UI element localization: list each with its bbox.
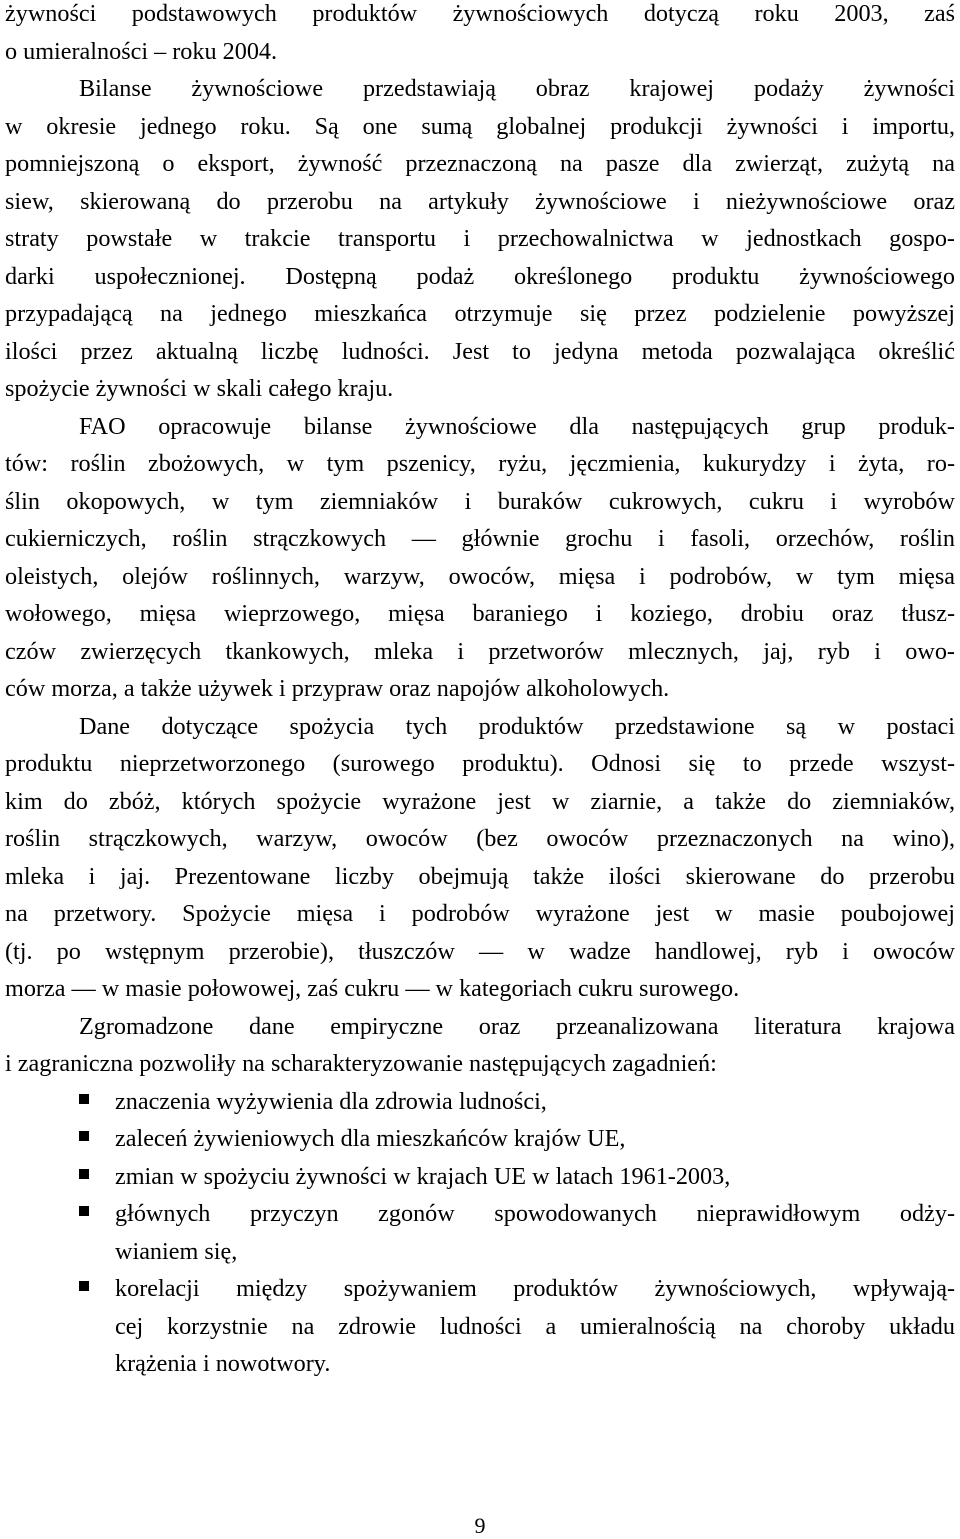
text-line: FAO opracowuje bilanse żywnościowe dla następujących grup produk- [79, 412, 955, 440]
text-line: darki uspołecznionej. Dostępną podaż określonego produktu żywnościowego [5, 262, 955, 290]
text-line: ców morza, a także używek i przypraw oraz napojów alkoholowych. [5, 675, 670, 702]
text-line: w okresie jednego roku. Są one sumą globalnej produkcji żywności i importu, [5, 112, 955, 140]
text-line: i zagraniczna pozwoliły na scharakteryzowanie następujących zagadnień: [5, 1050, 717, 1077]
list-item [5, 1158, 955, 1196]
text-line: żywności podstawowych produktów żywnościowych dotyczą roku 2003, zaś [5, 0, 955, 27]
text-line: Bilanse żywnościowe przedstawiają obraz krajowej podaży żywności [79, 75, 955, 102]
text-line: Zgromadzone dane empiryczne oraz przeanalizowana literatura krajowa [79, 1012, 955, 1040]
text-line: siew, skierowaną do przerobu na artykuły żywnościowe i nieżywnościowe oraz [5, 187, 955, 215]
text-line: cej korzystnie na zdrowie ludności a umieralnością na choroby układu [115, 1312, 955, 1340]
text-line: (tj. po wstępnym przerobie), tłuszczów — w wadze handlowej, ryb i owoców [5, 937, 955, 965]
list-item [5, 1270, 955, 1383]
document-page [5, 0, 955, 1383]
text-line: głównych przyczyn zgonów spowodowanych nieprawidłowym odży- [115, 1200, 955, 1227]
list-item [5, 1195, 955, 1270]
text-line: spożycie żywności w skali całego kraju. [5, 375, 394, 402]
text-line: oleistych, olejów roślinnych, warzyw, owoców, mięsa i podrobów, w tym mięsa [5, 562, 955, 590]
text-line: cukierniczych, roślin strączkowych — głównie grochu i fasoli, orzechów, roślin [5, 525, 955, 552]
square-bullet-icon [79, 1206, 89, 1216]
text-line: tów: roślin zbożowych, w tym pszenicy, ryżu, jęczmienia, kukurydzy i żyta, ro- [5, 450, 955, 477]
list-item [5, 1083, 955, 1121]
text-line: na przetwory. Spożycie mięsa i podrobów wyrażone jest w masie poubojowej [5, 900, 955, 927]
text-line: pomniejszoną o eksport, żywność przeznaczoną na pasze dla zwierząt, zużytą na [5, 150, 955, 177]
paragraph-consumption-data [5, 708, 955, 1008]
paragraph-continuation [5, 0, 955, 70]
text-line: czów zwierzęcych tkankowych, mleka i przetworów mlecznych, jaj, ryb i owo- [5, 637, 955, 665]
text-line: ślin okopowych, w tym ziemniaków i buraków cukrowych, cukru i wyrobów [5, 487, 955, 515]
text-line: o umieralności – roku 2004. [5, 37, 278, 65]
text-line: straty powstałe w trakcie transportu i przechowalnictwa w jednostkach gospo- [5, 225, 955, 252]
text-line: Dane dotyczące spożycia tych produktów przedstawione są w postaci [79, 712, 955, 740]
text-line: wołowego, mięsa wieprzowego, mięsa baraniego i koziego, drobiu oraz tłusz- [5, 600, 955, 627]
square-bullet-icon [79, 1169, 89, 1179]
text-line: mleka i jaj. Prezentowane liczby obejmują także ilości skierowane do przerobu [5, 862, 955, 890]
text-line: kim do zbóż, których spożycie wyrażone jest w ziarnie, a także do ziemniaków, [5, 787, 955, 815]
page-number: 9 [474, 1513, 486, 1538]
paragraph-collected-data [5, 1008, 955, 1083]
topics-bullet-list [5, 1083, 955, 1383]
text-line: zmian w spożyciu żywności w krajach UE w latach 1961-2003, [115, 1162, 731, 1190]
text-line: znaczenia wyżywienia dla zdrowia ludności, [115, 1087, 547, 1115]
text-line: ilości przez aktualną liczbę ludności. Jest to jedyna metoda pozwalająca określić [5, 337, 955, 365]
square-bullet-icon [79, 1281, 89, 1291]
text-line: krążenia i nowotwory. [115, 1350, 331, 1377]
square-bullet-icon [79, 1131, 89, 1141]
text-line: roślin strączkowych, warzyw, owoców (bez owoców przeznaczonych na wino), [5, 825, 955, 852]
paragraph-food-balances [5, 70, 955, 408]
text-line: korelacji między spożywaniem produktów żywnościowych, wpływają- [115, 1275, 955, 1302]
paragraph-fao-groups [5, 408, 955, 708]
list-item [5, 1120, 955, 1158]
text-line: produktu nieprzetworzonego (surowego produktu). Odnosi się to przede wszyst- [5, 750, 955, 777]
text-line: przypadającą na jednego mieszkańca otrzymuje się przez podzielenie powyższej [5, 300, 955, 327]
text-line: morza — w masie połowowej, zaś cukru — w kategoriach cukru surowego. [5, 975, 740, 1002]
text-line: wianiem się, [115, 1237, 238, 1265]
text-line: zaleceń żywieniowych dla mieszkańców krajów UE, [115, 1125, 626, 1152]
square-bullet-icon [79, 1094, 89, 1104]
